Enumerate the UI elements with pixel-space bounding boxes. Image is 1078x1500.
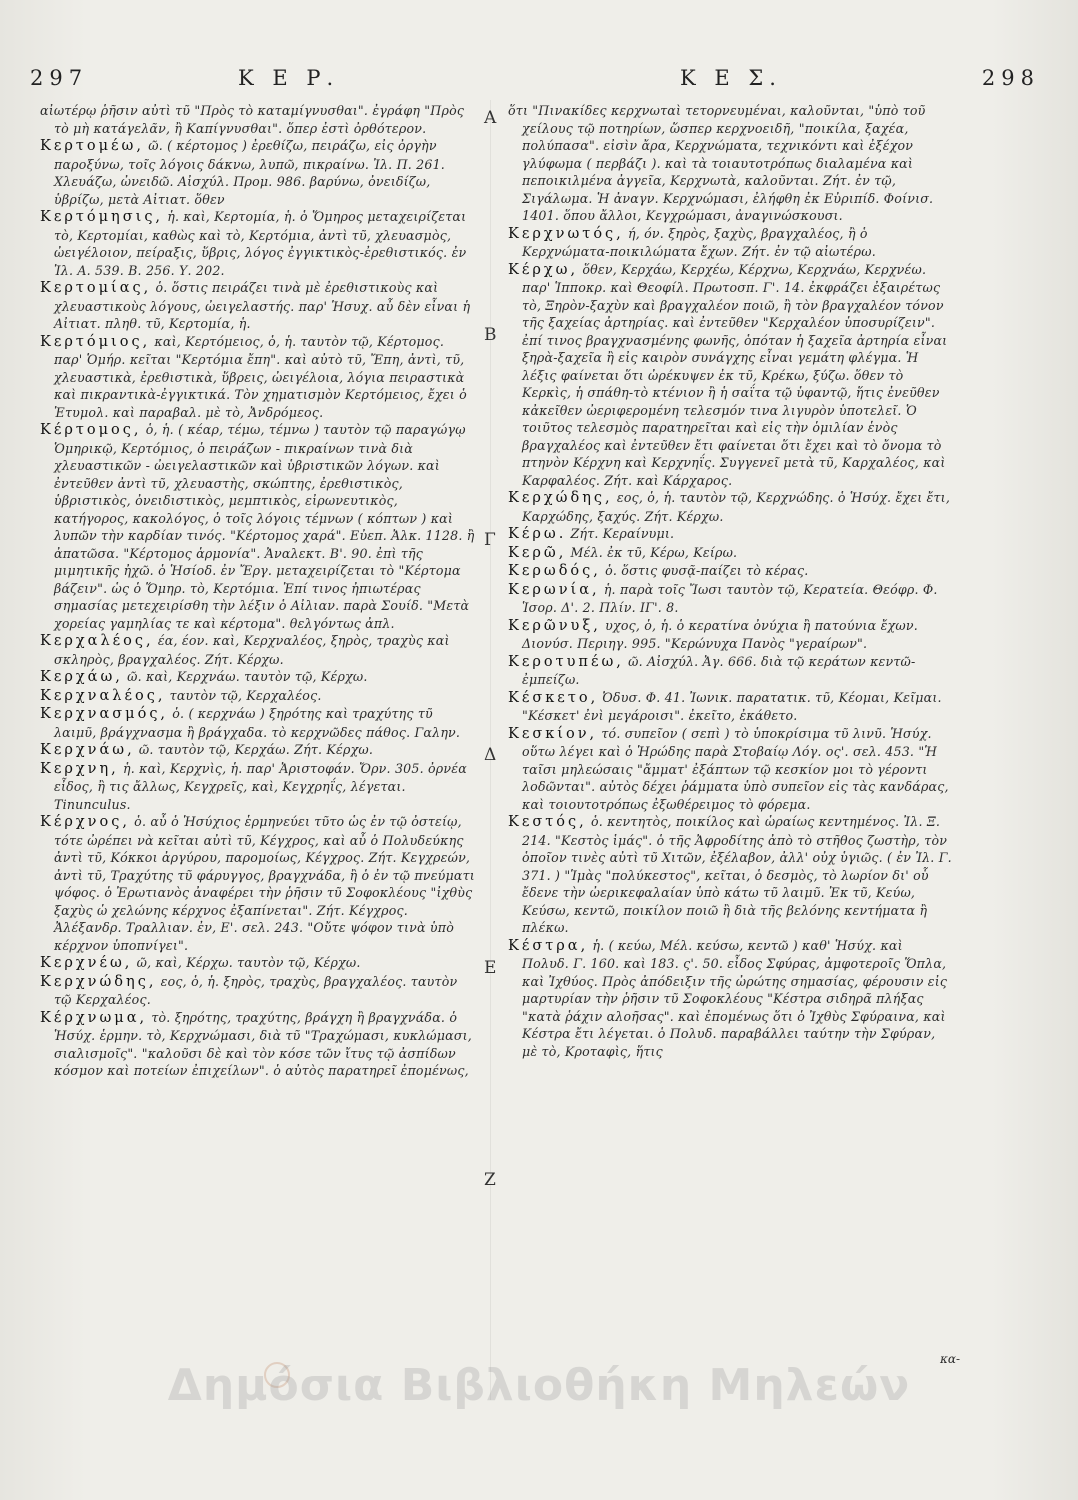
dictionary-entry xyxy=(40,741,476,760)
left-running-head: Κ Ε Ρ. xyxy=(238,66,340,90)
entry-definition: ῶ. καὶ, Κερχνάω. ταυτὸν τῷ, Κέρχω. xyxy=(127,669,368,684)
entry-definition: ἡ. ( κεύω, Μέλ. κεύσω, κεντῶ ) καθ' Ἡσύχ. καὶ Πολυδ. Γ. 160. καὶ 183. ς'. 50. εἶδος Σφύρας, ἀμφοτεροῖς Ὅπλα, καὶ Ἰχθύος. Πρὸς ἀπόδειξιν τῆς ὠρώτης σημασίας, φέρουσιν εἰς μαρτυρίαν τὴν ῥῆσιν τῦ Σοφοκλέους "Κέστρα σιδηρᾶ πλήξας "κατὰ ῥάχιν αλοῆσας". καὶ ἐπομένως ὅτι ὁ Ἰχθὺς Σφύραινα, καὶ Κέστρα ἔτι λέγεται. ὁ Πολυδ. παραβάλλει ταύτην τὴν Σφύραν, μὲ τὸ, Κροταφὶς, ἥτις xyxy=(522,937,948,1059)
entry-definition: Ὀδυσ. Φ. 41. Ἰωνικ. παρατατικ. τῦ, Κέομαι, Κεῖμαι. "Κέσκετ' ἐνὶ μεγάροισι". ἐκεῖτο, ἐκάθετο. xyxy=(522,689,942,723)
dictionary-entry xyxy=(40,1009,476,1080)
dictionary-entry xyxy=(40,813,476,954)
entry-headword: Κεροτυπέω, xyxy=(508,653,624,670)
entry-definition: τὸ. ξηρότης, τραχύτης, βράγχη ἢ βραγχνάδα. ὁ Ἡσύχ. ἑρμην. τὸ, Κερχνώμασι, διὰ τῦ "Τραχώμασι, κυκλώμασι, σιαλισμοῖς". "καλοῦσι δὲ καὶ τὸν κόσε τῶν ἴτυς τῷ ἀσπίδων κόσμον καὶ ποτείων ἐπιχείλων". ὁ αὐτὸς παρατηρεῖ ἐπομένως, xyxy=(54,1009,472,1078)
dictionary-entry xyxy=(40,137,476,208)
entry-headword: Κερῶνυξ, xyxy=(508,617,601,634)
dictionary-entry xyxy=(40,102,476,137)
entry-definition: Ζήτ. Κεραίνυμι. xyxy=(570,526,675,541)
entry-definition: ή, όν. ξηρὸς, ξαχὺς, βραγχαλέος, ἢ ὁ Κερχνώματα-ποικιλώματα ἔχων. Ζήτ. ἐν τῷ αἰωτέρω. xyxy=(522,225,876,259)
section-letter: Ζ xyxy=(484,1170,496,1190)
entry-headword: Κερχάω, xyxy=(40,669,123,685)
dictionary-entry xyxy=(508,225,952,261)
dictionary-entry xyxy=(508,489,952,525)
entry-headword: Κέρχνωμα, xyxy=(40,1009,148,1026)
entry-definition: Μέλ. ἐκ τῦ, Κέρω, Κείρω. xyxy=(570,544,738,560)
dictionary-entry xyxy=(508,581,952,617)
entry-headword: Κερχνάω, xyxy=(40,742,135,758)
entry-headword: Κέσκετο, xyxy=(508,689,599,706)
entry-headword: Κέρχνος, xyxy=(40,814,130,830)
dictionary-entry xyxy=(508,261,952,490)
entry-headword: Κερτομέω, xyxy=(40,138,144,154)
dictionary-entry xyxy=(40,760,476,814)
entry-headword: Κερῶ, xyxy=(508,544,567,561)
catchword: κα- xyxy=(940,1352,961,1366)
entry-definition: εος, ὁ, ἡ. ξηρὸς, τραχὺς, βραγχαλέος. ταυτὸν τῷ Κερχαλέος. xyxy=(54,973,458,1007)
entry-definition: υχος, ὁ, ἡ. ὁ κερατίνα ὀνύχια ἢ πατούνια ἔχων. Διονύσ. Περιηγ. 995. "Κερώνυχα Πανὸς "γεραίρων". xyxy=(522,617,918,651)
entry-definition: ὁ. ὅστις πειράζει τινὰ μὲ ἐρεθιστικοὺς καὶ χλευαστικοὺς λόγους, ὠειγελαστής. παρ' Ἡσυχ. αὖ δὲν εἶναι ἡ Αἰτιατ. πληθ. τῦ, Κερτομία, ἡ. xyxy=(54,280,471,331)
entry-definition: ὅθεν, Κερχάω, Κερχέω, Κέρχνω, Κερχνάω, Κερχνέω. παρ' Ἱπποκρ. καὶ Θεοφίλ. Πρωτοσπ. Γ'. 14. ἐκφράζει ἐξαιρέτως τὸ, Ξηρὸν-ξαχὺν καὶ βραγχαλέον ποιῶ, ἢ τὸν βραγχαλέον τόνον τῆς ξαχείας ἀρτηρίας. καὶ ἐντεῦθεν "Κερχαλέον ὑποσυρίζειν". ἐπί τινος βραγχνασμένης φωνῆς, ὁπόταν ἡ ξαχεῖα ἀρτηρία εἶναι ξηρὰ-ξαχεῖα ἢ εἰς καιρὸν συνάγχης εἶναι γεμάτη φλέγμα. Ἡ λέξις φαίνεται ὅτι ὠρέκυψεν ἐκ τῦ, Κρέκω, ξύζω. ὅθεν τὸ Κερκὶς, ἡ σπάθη-τὸ κτένιον ἢ ἡ σαΐτα τῷ ὑφαντῷ, ἥτις ἐνεῦθεν κἀκεῖθεν ὠεριφερομένη τελεσμόν τινα λιγυρὸν ὑποτελεῖ. Ὁ τοιῦτος τελεσμὸς παρατηρεῖται καὶ εἰς τὴν ὁμιλίαν ἑνὸς βραγχαλέος καὶ ἐντεῦθεν ἔτι φαίνεται ὅτι ἔχει καὶ τὸ ὄνομα τὸ πτηνὸν Κέρχνη καὶ Κερχνηΐς. Συγγενεῖ μετὰ τῦ, Καρχαλέος, καὶ Καρφαλέος. Ζήτ. καὶ Κάρχαρος. xyxy=(522,261,948,488)
entry-definition: εος, ὁ, ἡ. ταυτὸν τῷ, Κερχνώδης. ὁ Ἡσύχ. ἔχει ἔτι, Καρχώδης, ξαχύς. Ζήτ. Κέρχω. xyxy=(522,490,951,524)
dictionary-entry xyxy=(508,544,952,563)
section-letter: Γ xyxy=(484,530,496,550)
entry-headword: Κερχνέω, xyxy=(40,955,133,971)
entry-headword: Κερτόμιος, xyxy=(40,333,151,350)
library-watermark: Δημόσια Βιβλιοθήκη Μηλεών xyxy=(167,1360,911,1411)
entry-headword: Κερχνη, xyxy=(40,760,119,777)
entry-definition: καὶ, Κερτόμειος, ὁ, ἡ. ταυτὸν τῷ, Κέρτομος. παρ' Ὁμήρ. κεῖται "Κερτόμια ἔπη". καὶ αὐτὸ τῦ, Ἔπη, ἀντὶ, τῦ, χλευαστικὰ, ἐρεθιστικὰ, ὕβρεις, ὠειγέλοια, λόγια πειραστικὰ καὶ πικραντικὰ-ἐγγικτικά. Τὸν χηματισμὸν Κερτόμειος, ἔχει ὁ Ἐτυμολ. καὶ παραβαλ. μὲ τὸ, Ἀνδρόμεος. xyxy=(54,333,467,420)
entry-definition: ταυτὸν τῷ, Κερχαλέος. xyxy=(169,687,322,703)
left-text-column xyxy=(40,102,476,1352)
entry-definition: ὁ. ὅστις φυσᾷ-παίζει τὸ κέρας. xyxy=(605,563,809,578)
entry-headword: Κερχνωτός, xyxy=(508,225,624,242)
section-letter: Δ xyxy=(484,745,497,765)
dictionary-entry xyxy=(508,725,952,814)
entry-definition: ῶ, καὶ, Κέρχω. ταυτὸν τῷ, Κέρχω. xyxy=(136,955,361,970)
entry-definition: ἡ. παρὰ τοῖς Ἴωσι ταυτὸν τῷ, Κερατεία. Θεόφρ. Φ. Ἱσορ. Δ'. 2. Πλίν. ΙΓ'. 8. xyxy=(522,581,938,615)
entry-headword: Κεσκίον, xyxy=(508,725,598,742)
dictionary-entry xyxy=(508,689,952,725)
dictionary-entry xyxy=(508,617,952,653)
entry-definition: ῶ. ( κέρτομος ) ἐρεθίζω, πειράζω, εἰς ὀργὴν παροξύνω, τοῖς λόγοις δάκνω, λυπῶ, πικραίνω. Ἰλ. Π. 261. Χλευάζω, ὠνειδῶ. Αἰσχύλ. Προμ. 986. βαρύνω, ὀνειδίζω, ὑβρίζω, μετὰ Αἰτιατ. ὅθεν xyxy=(54,138,445,207)
entry-headword: Κερχνασμός, xyxy=(40,706,169,722)
dictionary-entry xyxy=(40,973,476,1009)
dictionary-entry xyxy=(40,279,476,333)
entry-definition: ἡ. καὶ, Κερχνὶς, ἡ. παρ' Ἀριστοφάν. Ὄρν. 305. ὀρνέα εἶδος, ἢ τις ἄλλως, Κεγχρεῖς, καὶ, Κεγχρηΐς, λέγεται. Tinunculus. xyxy=(54,760,467,812)
dictionary-entry xyxy=(40,687,476,706)
entry-headword: Κέρχω, xyxy=(508,261,579,278)
entry-headword: Κερχναλέος, xyxy=(40,687,166,704)
dictionary-entry xyxy=(40,208,476,279)
right-running-head: Κ Ε Σ. xyxy=(680,66,782,90)
entry-definition: ὁ. ( κερχνάω ) ξηρότης καὶ τραχύτης τῦ λαιμῦ, βράγχνασμα ἢ βράγχαδα. τὸ κερχνῶδες πάθος. Γαλην. xyxy=(54,706,461,740)
entry-headword: Κεστός, xyxy=(508,814,587,830)
dictionary-entry xyxy=(508,102,952,225)
entry-definition: ὁ. αὖ ὁ Ἡσύχιος ἑρμηνεύει τῦτο ὡς ἐν τῷ ὀστείῳ, τότε ὠρέπει νὰ κεῖται αὐτὶ τῦ, Κέγχρος, καὶ αὖ ὁ Πολυδεύκης ἀντὶ τῦ, Κόκκοι ἀργύρου, παρομοίως, Κέγχρος. Ζήτ. Κεγχρεών, ἀντὶ τῦ, Τραχύτης τῦ φάρυγγος, βραγχνάδα, ἢ ὁ ἐν τῷ πνεύματι ψόφος. ὁ Ἐρωτιανὸς ἀναφέρει τὴν ῥῆσιν τῦ Σοφοκλέους "ἰχθὺς ξαχὺς ὡ χελώνης κέρχνος ἐξαπίνεται". Ζήτ. Κέγχρος. Ἀλέξανδρ. Τραλλιαν. ἐν, Ε'. σελ. 243. "Οὔτε ψόφον τινὰ ὑπὸ κέρχνον ὑποπνίγει". xyxy=(54,814,475,953)
dictionary-entry xyxy=(40,632,476,668)
entry-headword: Κέρτομος, xyxy=(40,422,142,438)
entry-headword: Κερτομίας, xyxy=(40,280,152,296)
entry-definition: τό. συπεῖον ( σεπὶ ) τὸ ὑποκρίσιμα τῦ λινῦ. Ἡσύχ. οὕτω λέγει καὶ ὁ Ἡρώδης παρὰ Στοβαίῳ Λόγ. ος'. σελ. 453. "Ἡ ταῖσι μηλεώσαις "ἄμματ' ἐξάπτων τῷ κεσκίον μοι τὸ γέροντι λοδῶνται". αὐτὸς δέχει ῥάμματα ὑπὸ συπεῖον εἰς τὰς κανδάρας, καὶ τοιουτοτρόπως ἐξωθέρειμος τὸ φόρεμα. xyxy=(522,725,949,812)
entry-headword: Κέρω. xyxy=(508,526,567,542)
entry-definition: ὁ, ἡ. ( κέαρ, τέμω, τέμνω ) ταυτὸν τῷ παραγώγῳ Ὁμηρικῷ, Κερτόμιος, ὁ πειράζων - πικραίνων τινὰ διὰ χλευαστικῶν - ὠειγελαστικῶν καὶ ὑβριστικῶν λόγων. καὶ ἐντεῦθεν ἀντὶ τῦ, χλευαστὴς, σκώπτης, ἐρεθιστικὸς, ὑβριστικὸς, ὀνειδιστικὸς, μεμπτικὸς, εἰρωνευτικὸς, κατήγορος, κακολόγος, ὁ τοῖς λόγοις τέμνων ( κόπτων ) καὶ λυπῶν τὴν καρδίαν τινός. "Κέρτομος χαρά". Εὐεπ. Ἀλκ. 1128. ἢ ἀπατῶσα. "Κέρτομος ἁρμονία". Ἀναλεκτ. Β'. 90. ἐπὶ τῆς μιμητικῆς ἠχῶ. ὁ Ἡσίοδ. ἐν Ἔργ. μεταχειρίζεται τὸ "Κέρτομα βάζειν". ὡς ὁ Ὅμηρ. τὸ, Κερτόμια. Ἐπί τινος ἠπιωτέρας σημασίας μετεχειρίσθη τὴν λέξιν ὁ Αἰλιαν. παρὰ Σουίδ. "Μετὰ χορείας γαμηλίας τε καὶ κέρτομα". θελγόντως ἀπλ. xyxy=(54,422,475,631)
entry-headword: Κερχνώδης, xyxy=(40,973,157,990)
right-text-column xyxy=(508,102,952,1352)
entry-definition: έα, έον. καὶ, Κερχναλέος, ξηρὸς, τραχὺς καὶ σκληρὸς, βραγχαλέος. Ζήτ. Κέρχω. xyxy=(54,633,450,667)
right-page-number: 298 xyxy=(981,66,1040,90)
entry-definition: ὅτι "Πινακίδες κερχνωταὶ τετορνευμέναι, καλοῦνται, "ὑπὸ τοῦ χείλους τῷ ποτηρίων, ὥσπερ κερχνοειδῆ, "ποικίλα, ξαχέα, πολύπασα". εἰσὶν ἄρα, Κερχνώματα, τεχνικόντι καὶ ἐξέχον γλύφωμα ( περβάζι ). καὶ τὰ τοιαυτοτρόπως διαλαμένα καὶ πεποικιλμένα ἀγγεῖα, Κερχνωτὰ, καλοῦνται. Ζήτ. ἐν τῷ, Σιγάλωμα. Ἡ ἀναγν. Κερχνώμασι, ἐλήφθη ἐκ Εὐριπίδ. Φοίνισ. 1401. ὅπου ἄλλοι, Κεγχρώμασι, ἀναγινώσκουσι. xyxy=(508,103,934,223)
dictionary-entry xyxy=(508,937,952,1061)
section-letter: Ε xyxy=(484,958,497,978)
dictionary-entry xyxy=(40,668,476,687)
entry-headword: Κέστρα, xyxy=(508,937,589,954)
entry-headword: Κερωδός, xyxy=(508,563,601,579)
dictionary-entry xyxy=(508,562,952,581)
section-letter: Α xyxy=(484,108,497,128)
page-header xyxy=(30,66,1040,102)
entry-headword: Κερχαλέος, xyxy=(40,633,154,649)
entry-definition: ὁ. κεντητὸς, ποικίλος καὶ ὡραίως κεντημένος. Ἰλ. Ξ. 214. "Κεστὸς ἱμάς". ὁ τῆς Ἀφροδίτης ἀπὸ τὸ στῆθος ζωστὴρ, τὸν ὁποῖον τινὲς αὐτὶ τῦ Χιτῶν, ἐξέλαβον, ἀλλ' οὐχ ὑγιῶς. ( ἐν Ἰλ. Γ. 371. ) "Ἱμὰς "πολύκεστος", κεῖται, ὁ δεσμὸς, τὸ λωρίον δι' οὗ ἔδενε τὴν ὠερικεφαλαίαν ὑπὸ κάτω τῦ λαιμῦ. Ἐκ τῦ, Κεύω, Κεύσω, κεντῶ, ποικίλον ποιῶ ἢ διὰ τῆς βελόνης κεντήματα ἢ πλέκω. xyxy=(522,814,952,935)
entry-definition: αἰωτέρῳ ῥῆσιν αὐτὶ τῦ "Πρὸς τὸ καταμίγνυσθαι". ἐγράφη "Πρὸς τὸ μὴ κατάγελᾶν, ἢ Καπίγνυσθαι". ὅπερ ἐστὶ ὀρθότερον. xyxy=(40,103,465,136)
section-letter: Β xyxy=(484,325,497,345)
entry-headword: Κερχώδης, xyxy=(508,490,613,506)
dictionary-entry xyxy=(40,705,476,741)
entry-headword: Κερτόμησις, xyxy=(40,209,164,225)
entry-definition: ῶ. Αἰσχύλ. Ἀγ. 666. διὰ τῷ κεράτων κεντῶ-ἐμπείζω. xyxy=(522,653,916,687)
dictionary-entry xyxy=(40,333,476,422)
left-page-number: 297 xyxy=(30,66,89,90)
dictionary-entry xyxy=(40,954,476,973)
dictionary-entry xyxy=(40,421,476,632)
entry-definition: ῶ. ταυτὸν τῷ, Κερχάω. Ζήτ. Κέρχω. xyxy=(138,742,374,757)
dictionary-entry xyxy=(508,653,952,689)
entry-headword: Κερωνία, xyxy=(508,581,600,598)
dictionary-entry xyxy=(508,813,952,937)
entry-definition: ἡ. καὶ, Κερτομία, ἡ. ὁ Ὅμηρος μεταχειρίζεται τὸ, Κερτομίαι, καθὼς καὶ τὸ, Κερτόμια, ἀντὶ τῦ, χλευασμὸς, ὠειγέλοιον, πείραξις, ὕβρις, λόγος ἐγγικτικὸς-ἐρεθιστικός. ἐν Ἰλ. Α. 539. Β. 256. Υ. 202. xyxy=(54,209,467,278)
dictionary-entry xyxy=(508,525,952,544)
